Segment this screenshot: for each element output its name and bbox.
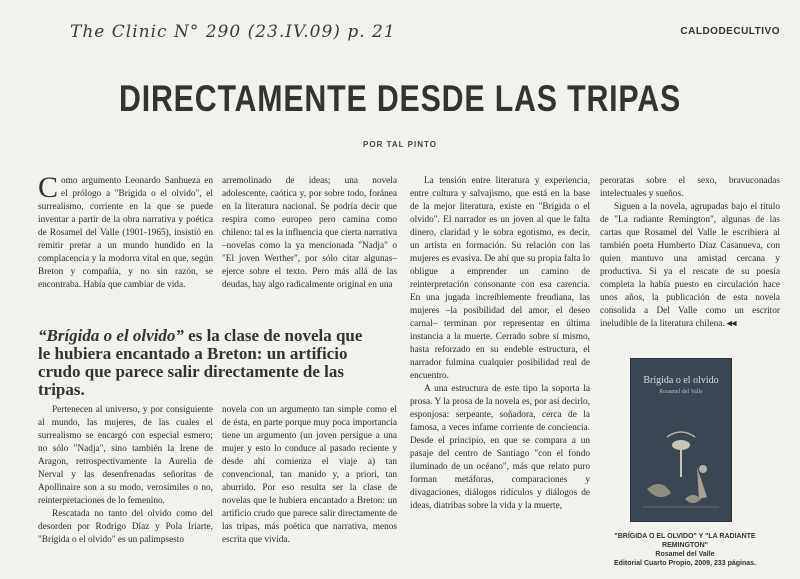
pull-quote (38, 327, 378, 399)
column-2-top (222, 175, 397, 305)
column-4 (600, 175, 780, 347)
caption-publisher: Editorial Cuarto Propio, 2009, 233 páginas. (614, 560, 756, 567)
book-caption (595, 532, 775, 568)
paragraph: novela con un argumento tan simple como el de ésta, en parte porque muy poca importancia tiene un argumento (un joven persigue a una mujer y esto lo conduce al pasado reciente y desde ahí comienza el viaje a) tan convencional, tan manido y, a priori, tan aburrido. Por eso resulta ser la clase de novelas que le hubiera encantado a Breton: un artificio crudo que parece salir directamente de las tripas, más poética que narrativa, menos escrita que vivida. (222, 405, 397, 545)
paragraph: Pertenecen al universo, y por consiguiente al mundo, las mujeres, de las cuales el surrealismo se encargó con especial esmero; no sólo "Nadja", sino también la Irene de Aragon, retrospectivamente la Aurelia de Nerval y las desenfrenadas señoritas de Apollinaire son a su modo, verosímiles o no, reinterpretaciones de lo femenino. (38, 405, 213, 506)
caption-title: "BRÍGIDA O EL OLVIDO" Y "LA RADIANTE REMINGTON" (614, 533, 756, 549)
column-3 (410, 175, 590, 569)
handwritten-note: The Clinic N° 290 (23.IV.09) p. 21 (70, 22, 396, 42)
pull-quote-book-title: “Brígida o el olvido” (38, 326, 184, 345)
book-cover-title: Brígida o el olvido (643, 375, 719, 386)
drop-cap: C (38, 175, 59, 204)
paragraph: Siguen a la novela, agrupadas bajo el título de "La radiante Remington", algunas de las cartas que Rosamel del Valle le escribiera al también poeta Humberto Díaz Casanueva, con quien mantuvo una amistad cercana y productiva. Si ya el rescate de su poesía completa la había puesto en circulación hace unos años, la publicación de esta novela consolida a Del Valle como un escritor ineludible de la literatura chilena. ◂◂ (600, 202, 780, 329)
book-cover-image (630, 358, 732, 522)
pull-quote-text: es la clase de novela que le hubiera encantado a Breton: un artificio crudo que parece salir directamente de las tripas. (38, 326, 363, 399)
caption-author: Rosamel del Valle (655, 551, 715, 558)
paragraph: Rescatada no tanto del olvido como del desorden por Rodrigo Díaz y Pola Iriarte, "Brígida o el olvido" es un palimpsesto (38, 509, 213, 545)
paragraph: arremolinado de ideas; una novela adolescente, caótica y, por sobre todo, foránea en la literatura nacional. Se podría decir que respira como europeo pero camina como chileno: tal es la influencia que cierta narrativa –novelas como la ya mencionada "Nadja" o "El joven Werther", por sólo citar algunas– ejerce sobre el texto. Pero más allá de las deudas, hay algo radicalmente original en una (222, 176, 397, 290)
section-name: CALDODECULTIVO (680, 26, 780, 37)
column-1-bottom (38, 404, 213, 569)
article-title: DIRECTAMENTE DESDE LAS TRIPAS (118, 78, 682, 119)
end-mark: ◂◂ (727, 319, 737, 329)
paragraph: peroratas sobre el sexo, bravuconadas intelectuales y sueños. (600, 176, 780, 199)
paragraph: Como argumento Leonardo Sanhueza en el prólogo a "Brígida o el olvido", el surrealismo, corriente en la que se puede inventar a partir de la obra narrativa y poética de Rosamel del Valle (1901-1965), insistió en remitir pretar a un mundo hundido en la complacencia y la modorra vital en que, según Breton y compañía, y no sin razón, se encontraba. Había que cambiar de vida. (38, 175, 213, 290)
paragraph: A una estructura de este tipo la soporta la prosa. Y la prosa de la novela es, por así decirlo, esponjosa: serpeante, soñadora, cerca de la famosa, a veces infame corriente de conciencia. Desde el principio, en que se compara a un pasaje del centro de Santiago "con el fondo iluminado de un océano", más que relato puro forman metáforas, comparaciones y divagaciones, diálogos ridículos y diálogos de ideas, diatribas sobre la vida y la muerte, (410, 384, 590, 511)
book-cover-author: Rosamel del Valle (659, 389, 703, 395)
book-cover-illustration (637, 407, 725, 515)
column-2-bottom (222, 404, 397, 569)
paragraph: La tensión entre literatura y experiencia, entre cultura y salvajismo, que está en la base de la mejor literatura, existe en "Brígida o el olvido". El narrador es un joven al que le falta dinero, claridad y le sobra egotismo, es decir, un artista en formación. Su relación con las mujeres es evasiva. De ahí que su propia falta lo obligue a emprender un camino de reinterpretación consonante con esa carencia. En una jugada increíblemente freudiana, las mujeres –la posibilidad del amor, el deseo carnal– terminan por representar en última instancia a la muerte. Cerrado sobre sí mismo, hasta reforzado en su endeble estructura, el narrador fulmina cualquier posibilidad real de encuentro. (410, 176, 590, 381)
column-1-top (38, 175, 213, 305)
article-byline: POR TAL PINTO (363, 140, 437, 149)
